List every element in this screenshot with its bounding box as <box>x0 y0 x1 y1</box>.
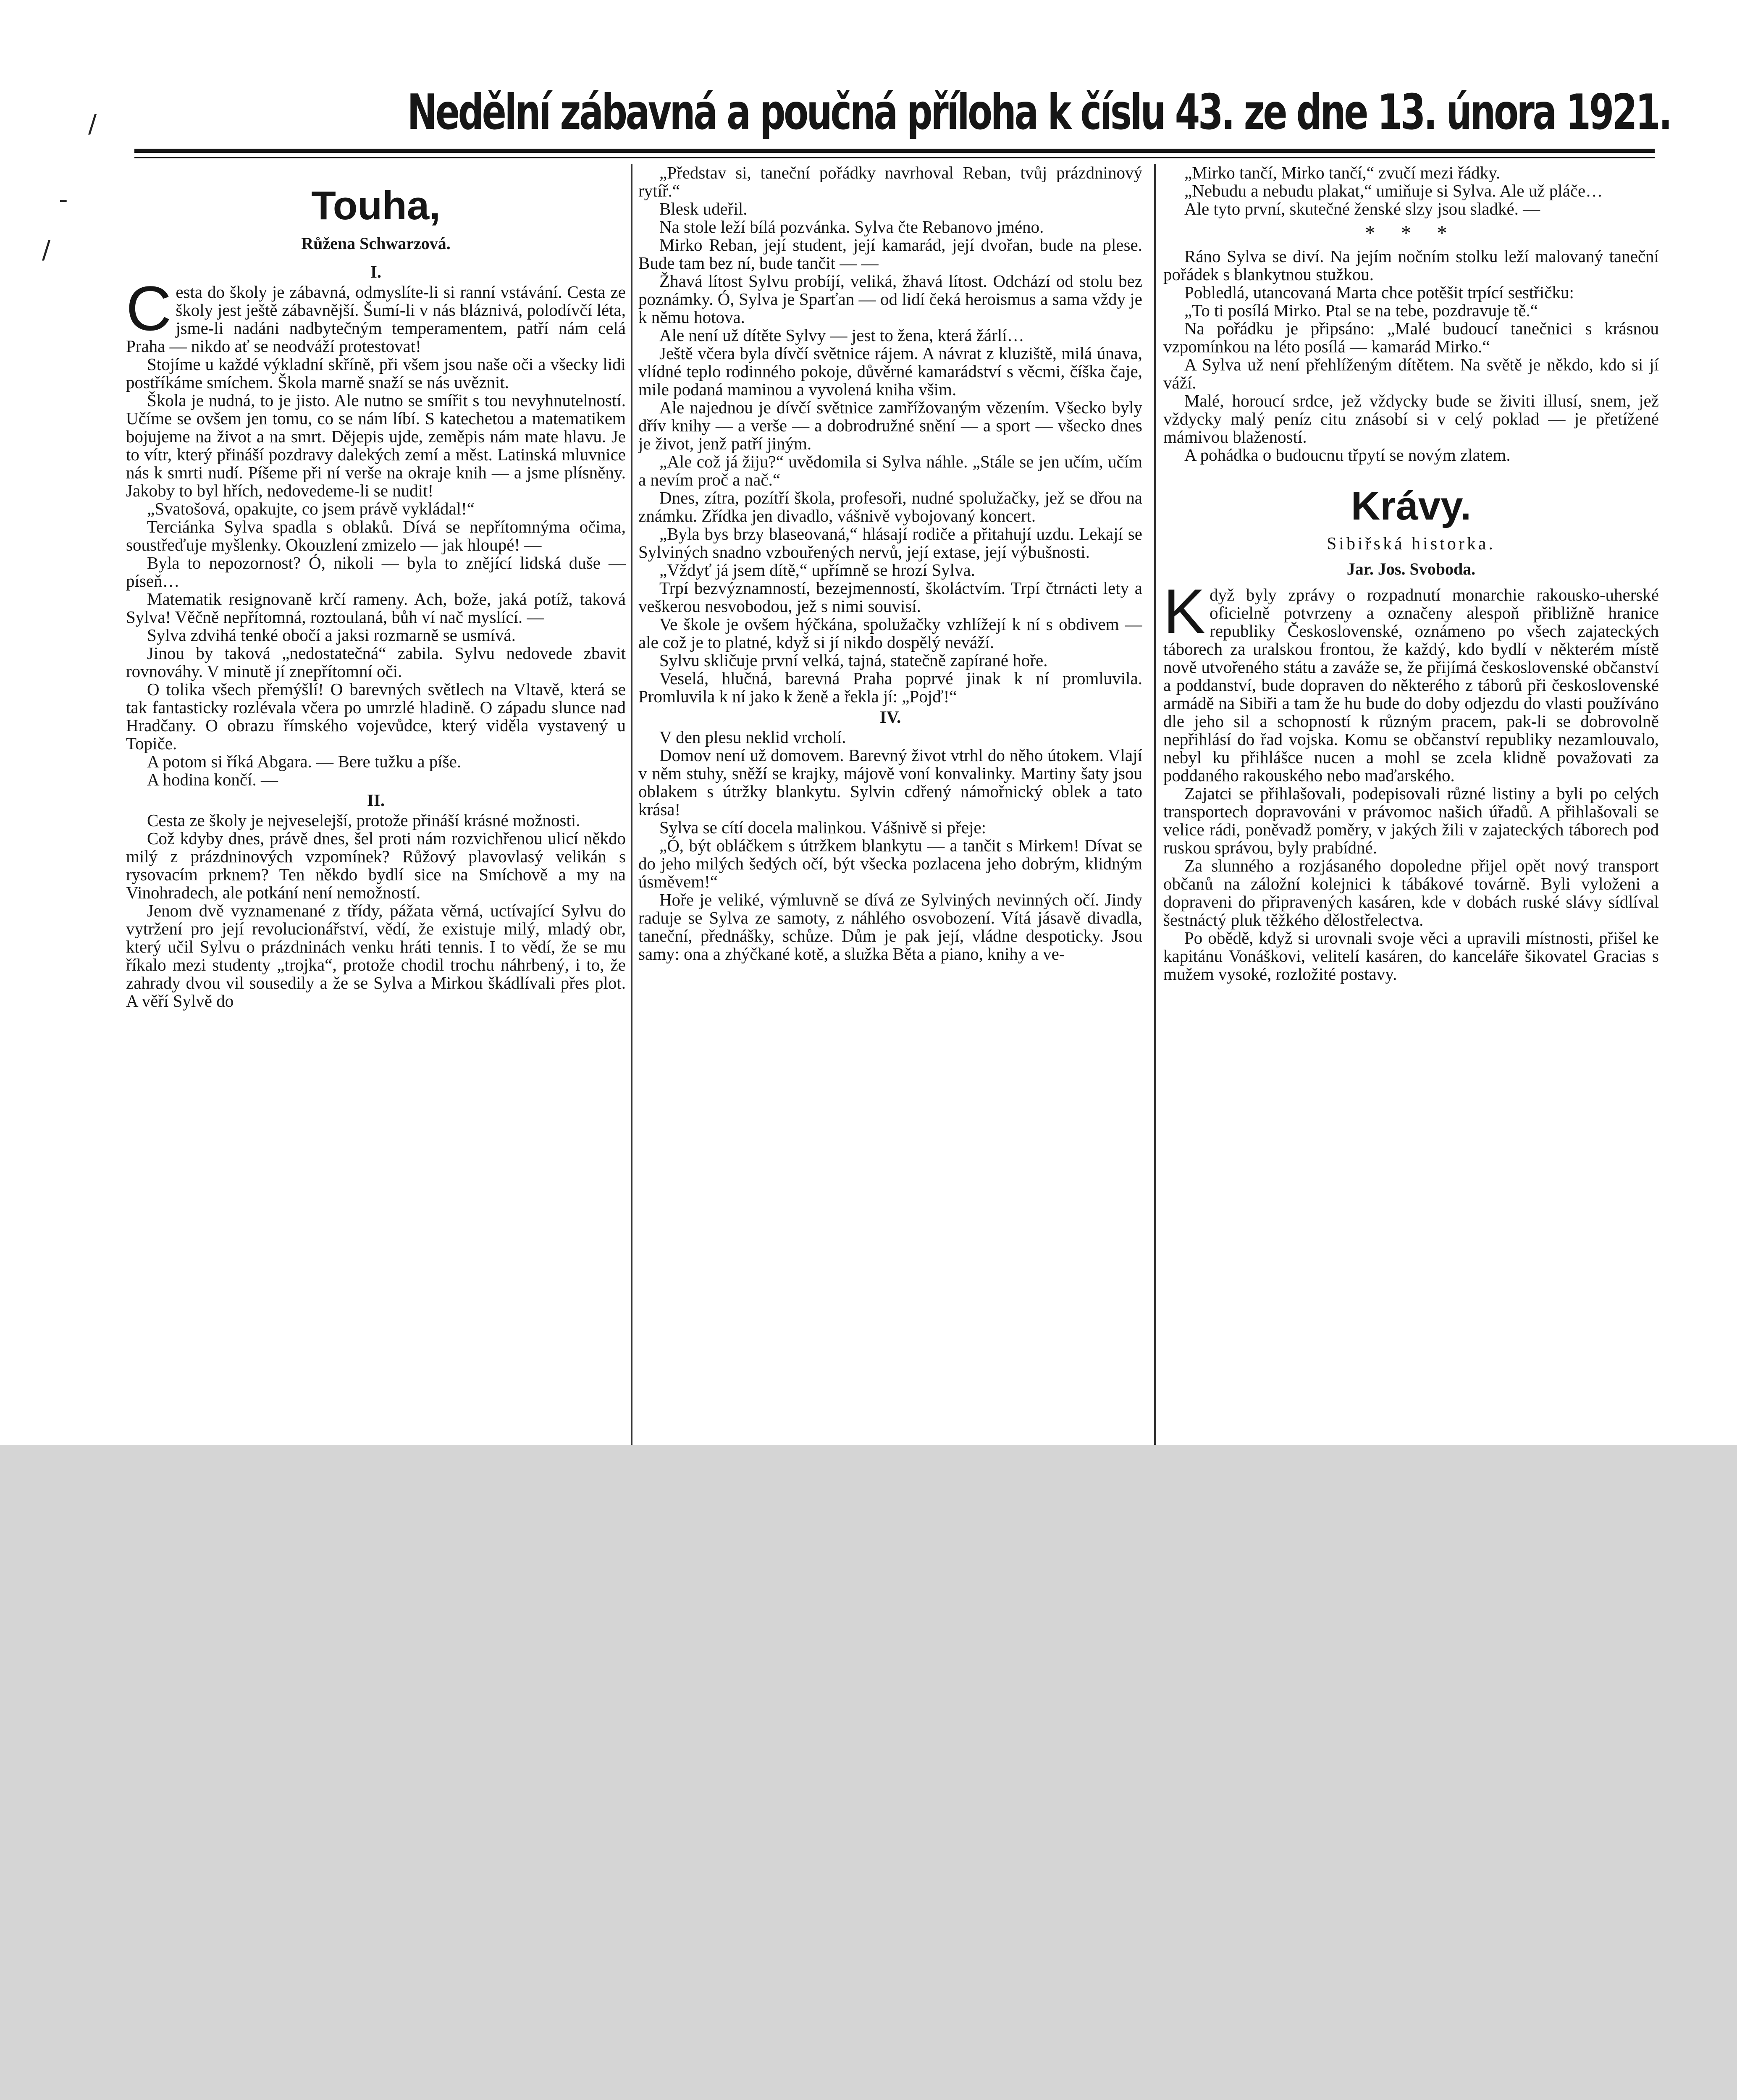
masthead-rule <box>134 149 1655 153</box>
paragraph: „Ale což já žiju?“ uvědomila si Sylva náhle. „Stále se jen učím, učím a nevím proč a nač.“ <box>638 452 1142 489</box>
masthead: Nedělní zábavná a poučná příloha k číslu 43. ze dne 13. února 1921. <box>407 84 1671 141</box>
drop-cap: K <box>1163 576 1206 646</box>
paragraph: Ale tyto první, skutečné ženské slzy jsou sladké. — <box>1184 199 1540 218</box>
column-1 <box>126 164 626 1445</box>
section-separator: * * * <box>1365 221 1457 244</box>
section-heading: II. <box>367 790 385 810</box>
paragraph: „Svatošová, opakujte, co jsem právě vykládal!“ <box>147 499 475 518</box>
paragraph: Zajatci se přihlašovali, podepisovali různé listiny a byli po celých transportech dopravováni v právomoc našich úřadů. A přihlašovali se velice rádi, poněvadž poměry, v jakých žili v zajateckých táborech pod ruskou správou, byly prabídné. <box>1163 784 1659 857</box>
column-divider <box>1154 164 1156 1445</box>
drop-cap: C <box>126 273 172 344</box>
paragraph: Ráno Sylva se diví. Na jejím nočním stolku leží malovaný taneční pořádek s blankytnou stužkou. <box>1163 247 1659 284</box>
paragraph: O tolika všech přemýšlí! O barevných světlech na Vltavě, která se tak fantasticky rozlévala včera po umrzlé hladině. O západu slunce nad Hradčany. O obrazu římského vojevůdce, který viděla vystavený u Topiče. <box>126 680 626 753</box>
paragraph: Sylva se cítí docela malinkou. Vášnivě si přeje: <box>659 818 987 837</box>
paragraph: Blesk udeřil. <box>659 199 748 218</box>
paragraph: „Nebudu a nebudu plakat,“ umiňuje si Sylva. Ale už pláče… <box>1184 181 1603 200</box>
paragraph: Terciánka Sylva spadla s oblaků. Dívá se nepřítomnýma očima, soustřeďuje myšlenky. Okouzlení zmizelo — jak hloupé! — <box>126 517 626 554</box>
paragraph: A hodina končí. — <box>147 770 278 789</box>
paragraph: „Představ si, taneční pořádky navrhoval Reban, tvůj prázdninový rytíř.“ <box>638 164 1142 200</box>
paragraph: Jinou by taková „nedostatečná“ zabila. Sylvu nedovede zbavit rovnováhy. V minutě jí znepřítomní oči. <box>126 643 626 681</box>
paragraph: Dnes, zítra, pozítří škola, profesoři, nudné spolužačky, jež se dřou na známku. Zřídka jen divadlo, vášnivě vybojovaný koncert. <box>638 488 1142 525</box>
paragraph: Matematik resignovaně krčí rameny. Ach, bože, jaká potíž, taková Sylva! Věčně nepřítomná, roztoulaná, bůh ví nač myslící. — <box>126 589 626 627</box>
paragraph: Cesta ze školy je nejveselejší, protože přináší krásné možnosti. <box>147 811 580 830</box>
masthead-rule-thin <box>134 157 1655 158</box>
column-3 <box>1163 164 1659 1445</box>
paragraph: Ale najednou je dívčí světnice zamřížovaným vězením. Všecko byly dřív knihy — a verše — a dobrodružné snění — a sport — všecko dnes je život, jenž patří jiným. <box>638 398 1142 453</box>
paragraph: Hoře je veliké, výmluvně se dívá ze Sylviných nevinných očí. Jindy raduje se Sylva ze samoty, z náhlého osvobození. Vítá jásavě divadla, taneční, přednášky, schůze. Dům je pak její, vládne despoticky. Jsou samy: ona a zhýčkané kotě, a služka Běta a piano, knihy a ve- <box>638 890 1142 963</box>
paragraph: Ještě včera byla dívčí světnice rájem. A návrat z kluziště, milá únava, vlídné teplo rodinného pokoje, důvěrné kamarádství s věcmi, číška čaje, mile podaná maminou a vyvolená kniha všim. <box>638 344 1142 399</box>
column-divider <box>631 164 632 1445</box>
paragraph: Mirko Reban, její student, její kamarád, její dvořan, bude na plese. Bude tam bez ní, bude tančit — — <box>638 235 1142 273</box>
paragraph: A Sylva už není přehlíženým dítětem. Na světě je někdo, kdo si jí váží. <box>1163 355 1659 392</box>
section-heading: I. <box>370 262 382 281</box>
paragraph: „Byla bys brzy blaseovaná,“ hlásají rodiče a přitahují uzdu. Lekají se Sylviných snadno vzbouřených nervů, její extase, její výbušnosti. <box>638 524 1142 562</box>
paragraph: A potom si říká Abgara. — Bere tužku a píše. <box>147 752 462 771</box>
paragraph: Jenom dvě vyznamenané z třídy, pážata věrná, uctívající Sylvu do vytržení pro její revolucionářství, vědí, že existuje milý, mladý obr, který učil Sylvu o prázdninách venku hráti tennis. I to vědí, že se mu říkalo mezi studenty „trojka“, protože chodil trochu náhrbený, i to, že zahrady dvou vil sousedily a že se Sylva a Mirkou škádlívali přes plot. A věří Sylvě do <box>126 901 626 1011</box>
paragraph-first <box>126 273 626 356</box>
paragraph: Což kdyby dnes, právě dnes, šel proti nám rozvichřenou ulicí někdo milý z prázdninových vzpomínek? Růžový plavovlasý velikán s rysovacím prknem? Ten někdo bydlí sice na Smíchově a my na Vinohradech, ale potkání není nemožností. <box>126 829 626 902</box>
section-heading: IV. <box>879 707 901 727</box>
paragraph: Na stole leží bílá pozvánka. Sylva čte Rebanovo jméno. <box>659 217 1044 236</box>
article-author: Jar. Jos. Svoboda. <box>1346 559 1476 578</box>
paragraph: Pobledlá, utancovaná Marta chce potěšit trpící sestřičku: <box>1184 283 1574 302</box>
paragraph: Po obědě, když si urovnali svoje věci a upravili místnosti, přišel ke kapitánu Vonáškovi, velitelí kasáren, do kanceláře šikovatel Gracias s mužem vysoké, rozložité postavy. <box>1163 928 1659 984</box>
paragraph: „To ti posílá Mirko. Ptal se na tebe, pozdravuje tě.“ <box>1184 301 1538 320</box>
paragraph: Za slunného a rozjásaného dopoledne přijel opět nový transport občanů na záložní kolejnici k tábákové továrně. Byli vyloženi a dopraveni do připravených kasáren, kde v dobách ruské slávy sídlíval šestnáctý pluk těžkého dělostřelectva. <box>1163 856 1659 929</box>
article-title: Krávy. <box>1351 483 1472 528</box>
paragraph: A pohádka o budoucnu třpytí se novým zlatem. <box>1184 445 1511 465</box>
column-2 <box>638 164 1142 1445</box>
paragraph-first <box>1163 576 1659 785</box>
paragraph: Stojíme u každé výkladní skříně, při všem jsou naše oči a všecky lidi postříkáme smíchem. Škola marně snaží se nás uvěznit. <box>126 354 626 392</box>
paragraph: Na pořádku je připsáno: „Malé budoucí tanečnici s krásnou vzpomínkou na léto posílá — kamarád Mirko.“ <box>1163 319 1659 356</box>
article-title: Touha, <box>311 183 441 228</box>
paragraph: „Mirko tančí, Mirko tančí,“ zvučí mezi řádky. <box>1184 164 1501 182</box>
article-subtitle: Sibiřská historka. <box>1327 534 1496 554</box>
paragraph: „Vždyť já jsem dítě,“ upřímně se hrozí Sylva. <box>659 560 975 580</box>
paragraph: Ve škole je ovšem hýčkána, spolužačky vzhlížejí k ní s obdivem — ale což je to platné, když si jí nikdo dospělý neváží. <box>638 614 1142 652</box>
paragraph-text: esta do školy je zábavná, odmyslíte-li si ranní vstávání. Cesta ze školy jest ještě zábavnější. Šumí-li v nás bláznivá, polodívčí léta, jsme-li nadáni nadbytečným temperamentem, patří nám celá Praha — nikdo ať se neodváží protestovat! <box>126 282 626 356</box>
paragraph: Domov není už domovem. Barevný život vtrhl do něho útokem. Vlají v něm stuhy, sněží se krajky, májově voní konvalinky. Martiny šaty jsou oblakem s útržky blankytu. Sylvin cdřený námořnický oblek a tato krása! <box>638 746 1142 819</box>
paragraph: Ale není už dítěte Sylvy — jest to žena, která žárlí… <box>659 326 1024 345</box>
scan-artifact-mark: - <box>59 185 68 214</box>
paragraph: Byla to nepozornost? Ó, nikoli — byla to znějící lidská duše — píseň… <box>126 553 626 591</box>
paragraph: Škola je nudná, to je jisto. Ale nutno se smířit s tou nevyhnutelností. Učíme se ovšem jen tomu, co se nám líbí. S katechetou a matematikem bojujeme na život a na smrt. Dějepis ujde, zeměpis nám mate hlavu. Je to vítr, který přináší pozdravy dalekých zemí a měst. Latinská mluvnice nás k smrti nudí. Píšeme při ní verše na okraje knih — a jsme plísněny. Jakoby to byl hřích, nedovedeme-li se nudit! <box>126 391 626 500</box>
article-author: Růžena Schwarzová. <box>301 234 451 253</box>
paragraph-text: dyž byly zprávy o rozpadnutí monarchie rakousko-uherské oficielně potvrzeny a označeny alespoň přibližně hranice republiky Československé, oznámeno po všech zajateckých táborech za uralskou frontou, že každý, kdo bydlí v některém místě nově utvořeného státu a zaváže se, že přijímá československé občanství a poddanství, bude dopraven do některého z táborů při československé armádě na Sibiři a tam že hu bude do doby odjezdu do vlasti používáno dle jeho sil a schopností k různým pracem, pak-li se dobrovolně nepřihlásí do řad vojska. Komu se občanství republiky nezamlouvalo, nebyl ku přihlášce nucen a mohl se zcela klidně považovati za poddaného rakouského nebo maďarského. <box>1163 585 1659 785</box>
paragraph: „Ó, být obláčkem s útržkem blankytu — a tančit s Mirkem! Dívat se do jeho milých šedých očí, být všecka pozlacena jeho dobrým, klidným úsměvem!“ <box>638 836 1142 891</box>
scan-artifact-mark: / <box>42 235 51 265</box>
paragraph: Trpí bezvýznamností, bezejmenností, školáctvím. Trpí čtrnácti lety a veškerou nesvobodou, jež s nimi souvisí. <box>638 578 1142 616</box>
paragraph: V den plesu neklid vrcholí. <box>659 727 846 747</box>
scan-artifact-mark: / <box>88 109 97 139</box>
paragraph: Veselá, hlučná, barevná Praha poprvé jinak k ní promluvila. Promluvila k ní jako k ženě a řekla jí: „Pojď!“ <box>638 669 1142 706</box>
paragraph: Malé, horoucí srdce, jež vždycky bude se živiti illusí, snem, jež vždycky malý peníz citu znásobí si v celý poklad — je přetížené mámivou blažeností. <box>1163 391 1659 446</box>
paragraph: Sylva zdvihá tenké obočí a jaksi rozmarně se usmívá. <box>147 625 516 645</box>
paragraph: Žhavá lítost Sylvu probíjí, veliká, žhavá lítost. Odchází od stolu bez poznámky. Ó, Sylva je Sparťan — od lidí čeká heroismus a sama vždy je k němu hotova. <box>638 271 1142 327</box>
paragraph: Sylvu skličuje první velká, tajná, statečně zapírané hoře. <box>659 651 1048 670</box>
